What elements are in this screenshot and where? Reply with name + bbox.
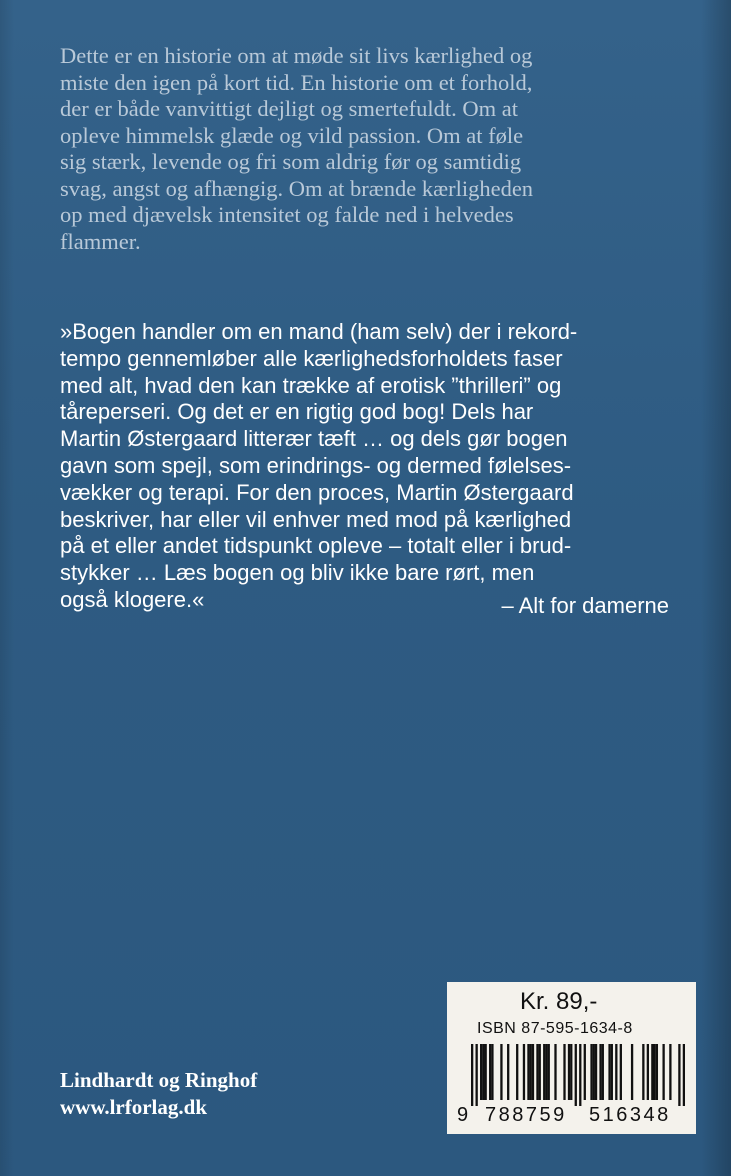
barcode-bar: [536, 1044, 538, 1100]
barcode-bar: [554, 1044, 556, 1100]
barcode-bar: [485, 1044, 487, 1100]
blurb-line: svag, angst og afhængig. Om at brænde kærligheden: [60, 175, 534, 201]
barcode-bar: [500, 1044, 502, 1100]
barcode-bar: [611, 1044, 613, 1100]
barcode-bar: [548, 1044, 550, 1100]
barcode-bar: [602, 1044, 604, 1100]
barcode-bar: [480, 1044, 482, 1100]
barcode-bar: [669, 1044, 671, 1100]
barcode-bar: [678, 1044, 680, 1106]
barcode-bar: [539, 1044, 541, 1100]
barcode-bar: [476, 1044, 478, 1106]
barcode-bar: [683, 1044, 685, 1106]
barcode-digits-right: 516348: [589, 1104, 671, 1126]
barcode-digit-first: 9: [457, 1104, 469, 1126]
barcode-bar: [563, 1044, 565, 1100]
barcode-bar: [482, 1044, 484, 1100]
quote-line: også klogere.«: [60, 586, 205, 612]
publisher-block: [60, 1067, 257, 1121]
quote-line: stykker … Læs bogen og bliv ikke bare rørt, men: [60, 560, 535, 586]
barcode-bar: [527, 1044, 529, 1100]
blurb-line: sig stærk, levende og fri som aldrig før og samtidig: [60, 149, 522, 174]
review-quote: [60, 319, 710, 614]
barcode-bar: [593, 1044, 595, 1100]
blurb-line: Dette er en historie om at møde sit livs kærlighed og: [60, 43, 533, 68]
barcode-bar: [489, 1044, 491, 1100]
quote-line: vækker og terapi. For den proces, Martin Østergaard: [60, 479, 574, 505]
quote-line: tempo gennemløber alle kærlighedsforholdets faser: [60, 345, 563, 371]
barcode-bar: [656, 1044, 658, 1100]
barcode-bar: [584, 1044, 586, 1100]
quote-line: med alt, hvad den kan trække af erotisk ”thrilleri” og: [60, 372, 562, 398]
barcode-bar: [595, 1044, 597, 1100]
price-text: Kr. 89,-: [520, 988, 598, 1015]
blurb-line: miste den igen på kort tid. En historie om et forhold,: [60, 69, 533, 95]
blurb-line: flammer.: [60, 228, 141, 254]
barcode-bar: [653, 1044, 655, 1100]
blurb-line: opleve himmelsk glæde og vild passion. Om at føle: [60, 122, 524, 148]
barcode-bar: [579, 1044, 581, 1106]
isbn-text: ISBN 87-595-1634-8: [477, 1020, 633, 1037]
quote-line: beskriver, har eller vil enhver med mod på kærlighed: [60, 506, 572, 532]
barcode-bar: [568, 1044, 570, 1100]
barcode-bar: [642, 1044, 644, 1100]
blurb-line: op med djævelsk intensitet og falde ned i helvedes: [60, 202, 514, 227]
barcode-bar: [608, 1044, 610, 1100]
quote-line: tåreperseri. Og det er en rigtig god bog! Dels har: [60, 399, 534, 425]
barcode-bar: [530, 1044, 532, 1100]
barcode-bar: [620, 1044, 622, 1100]
publisher-website: www.lrforlag.dk: [60, 1095, 207, 1119]
barcode-digits-left: 788759: [485, 1104, 567, 1126]
review-attribution: – Alt for damerne: [501, 593, 669, 618]
barcode-bar: [543, 1044, 545, 1100]
quote-line: på et eller andet tidspunkt opleve – totalt eller i brud-: [60, 533, 572, 559]
publisher-name: Lindhardt og Ringhof: [60, 1068, 258, 1092]
quote-line: Martin Østergaard litterær tæft … og dels gør bogen: [60, 426, 568, 452]
quote-line: gavn som spejl, som erindrings- og dermed følelses-: [60, 452, 572, 478]
barcode-bar: [507, 1044, 509, 1100]
barcode-bar: [545, 1044, 547, 1100]
blurb-line: der er både vanvittigt dejligt og smertefuldt. Om at: [60, 96, 518, 121]
barcode-bar: [575, 1044, 577, 1106]
price-barcode-label: [447, 982, 696, 1134]
barcode-bar: [590, 1044, 592, 1100]
barcode-bar: [631, 1044, 633, 1100]
barcode-bar: [491, 1044, 493, 1100]
barcode-bar: [516, 1044, 518, 1100]
blurb-text: [60, 43, 710, 255]
barcode-bar: [599, 1044, 601, 1100]
barcode-bar: [615, 1044, 617, 1100]
barcode-bar: [532, 1044, 534, 1100]
barcode-bar: [570, 1044, 572, 1100]
barcode-bar: [662, 1044, 664, 1100]
quote-line: »Bogen handler om en mand (ham selv) der i rekord-: [60, 319, 578, 344]
barcode-bar: [651, 1044, 653, 1100]
barcode-bars: [471, 1044, 685, 1106]
barcode-bar: [523, 1044, 525, 1100]
barcode-bar: [647, 1044, 649, 1100]
barcode-bar: [471, 1044, 473, 1106]
